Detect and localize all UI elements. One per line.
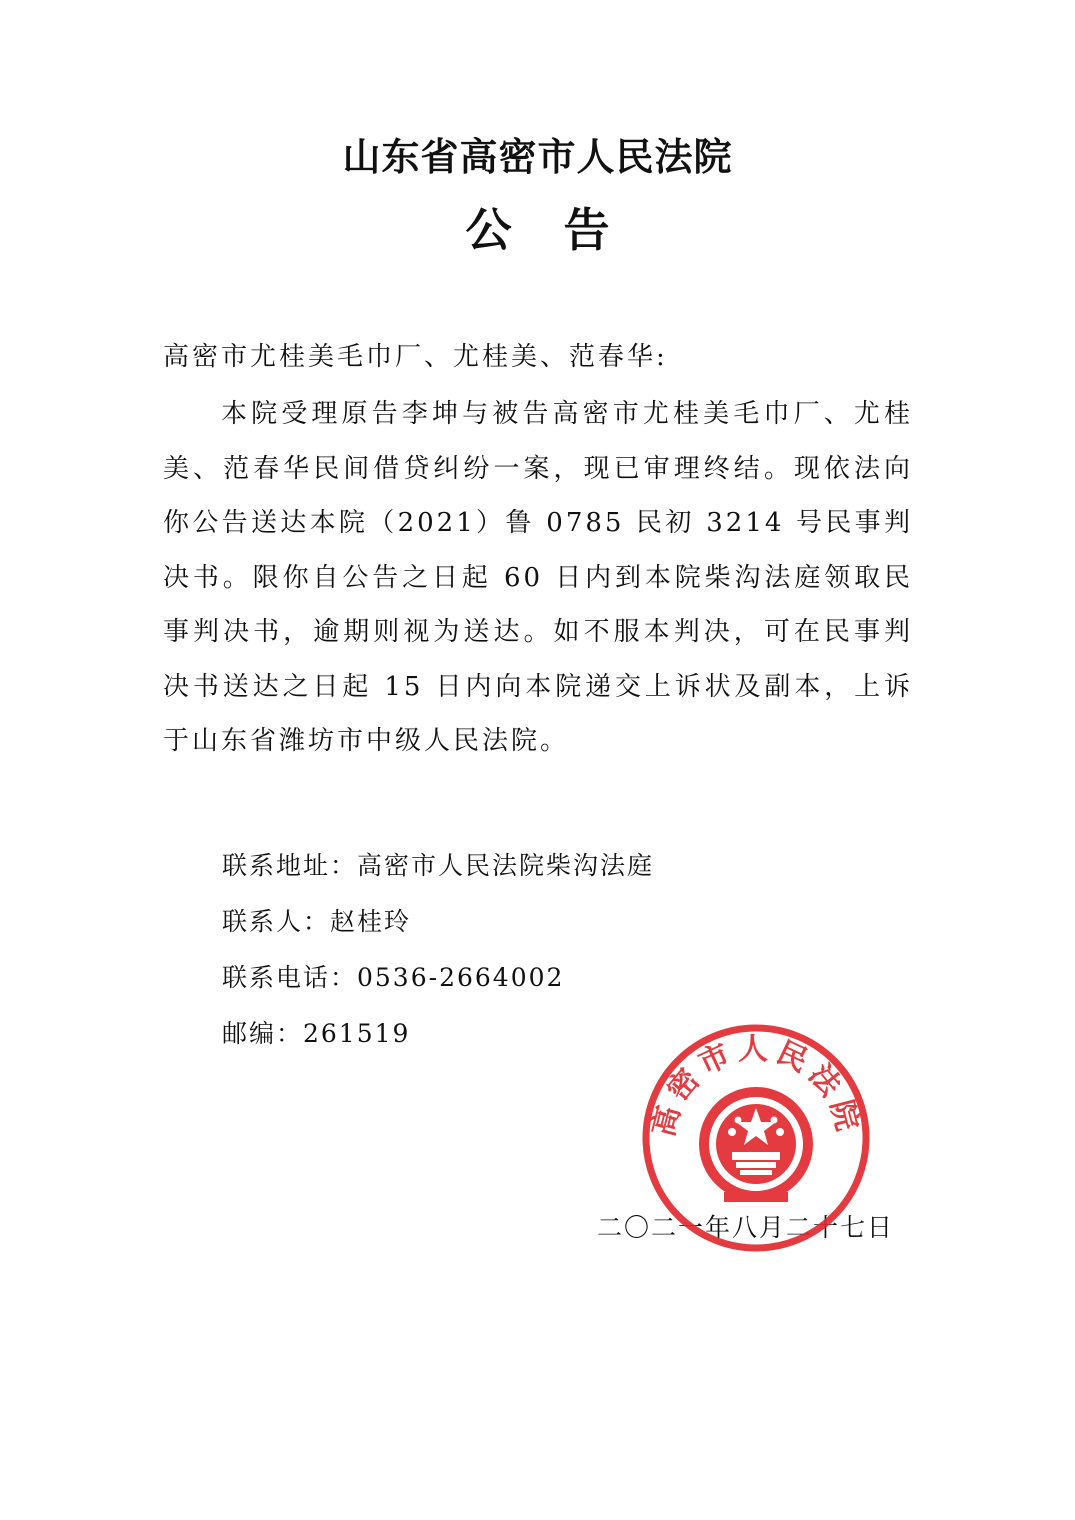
- contact-postcode: 邮编：261519: [222, 1019, 411, 1048]
- document-title: 公告: [465, 203, 662, 257]
- court-name: 山东省高密市人民法院: [342, 135, 733, 179]
- seal-text: 高密市人民法院: [645, 1032, 867, 1141]
- announcement-body: 本院受理原告李坤与被告高密市尤桂美毛巾厂、尤桂美、范春华民间借贷纠纷一案，现已审理终结。现依法向你公告送达本院（2021）鲁 0785 民初 3214 号民事判决书。限你自公告之日起 60 日内到本院柴沟法庭领取民事判决书，逾期则视为送达。如不服本判决，可在民事判决书送达之日起 15 日内向本院递交上诉状及副本，上诉于山东省潍坊市中级人民法院。: [163, 399, 913, 756]
- contact-phone: 联系电话：0536-2664002: [222, 963, 565, 992]
- recipient: 高密市尤桂美毛巾厂、尤桂美、范春华:: [163, 342, 668, 372]
- contact-person: 联系人：赵桂玲: [222, 907, 412, 936]
- contact-block: [222, 838, 654, 1062]
- court-seal-icon: [640, 1022, 872, 1254]
- issue-date: 二〇二一年八月二十七日: [597, 1213, 895, 1242]
- contact-address: 联系地址：高密市人民法院柴沟法庭: [222, 851, 655, 880]
